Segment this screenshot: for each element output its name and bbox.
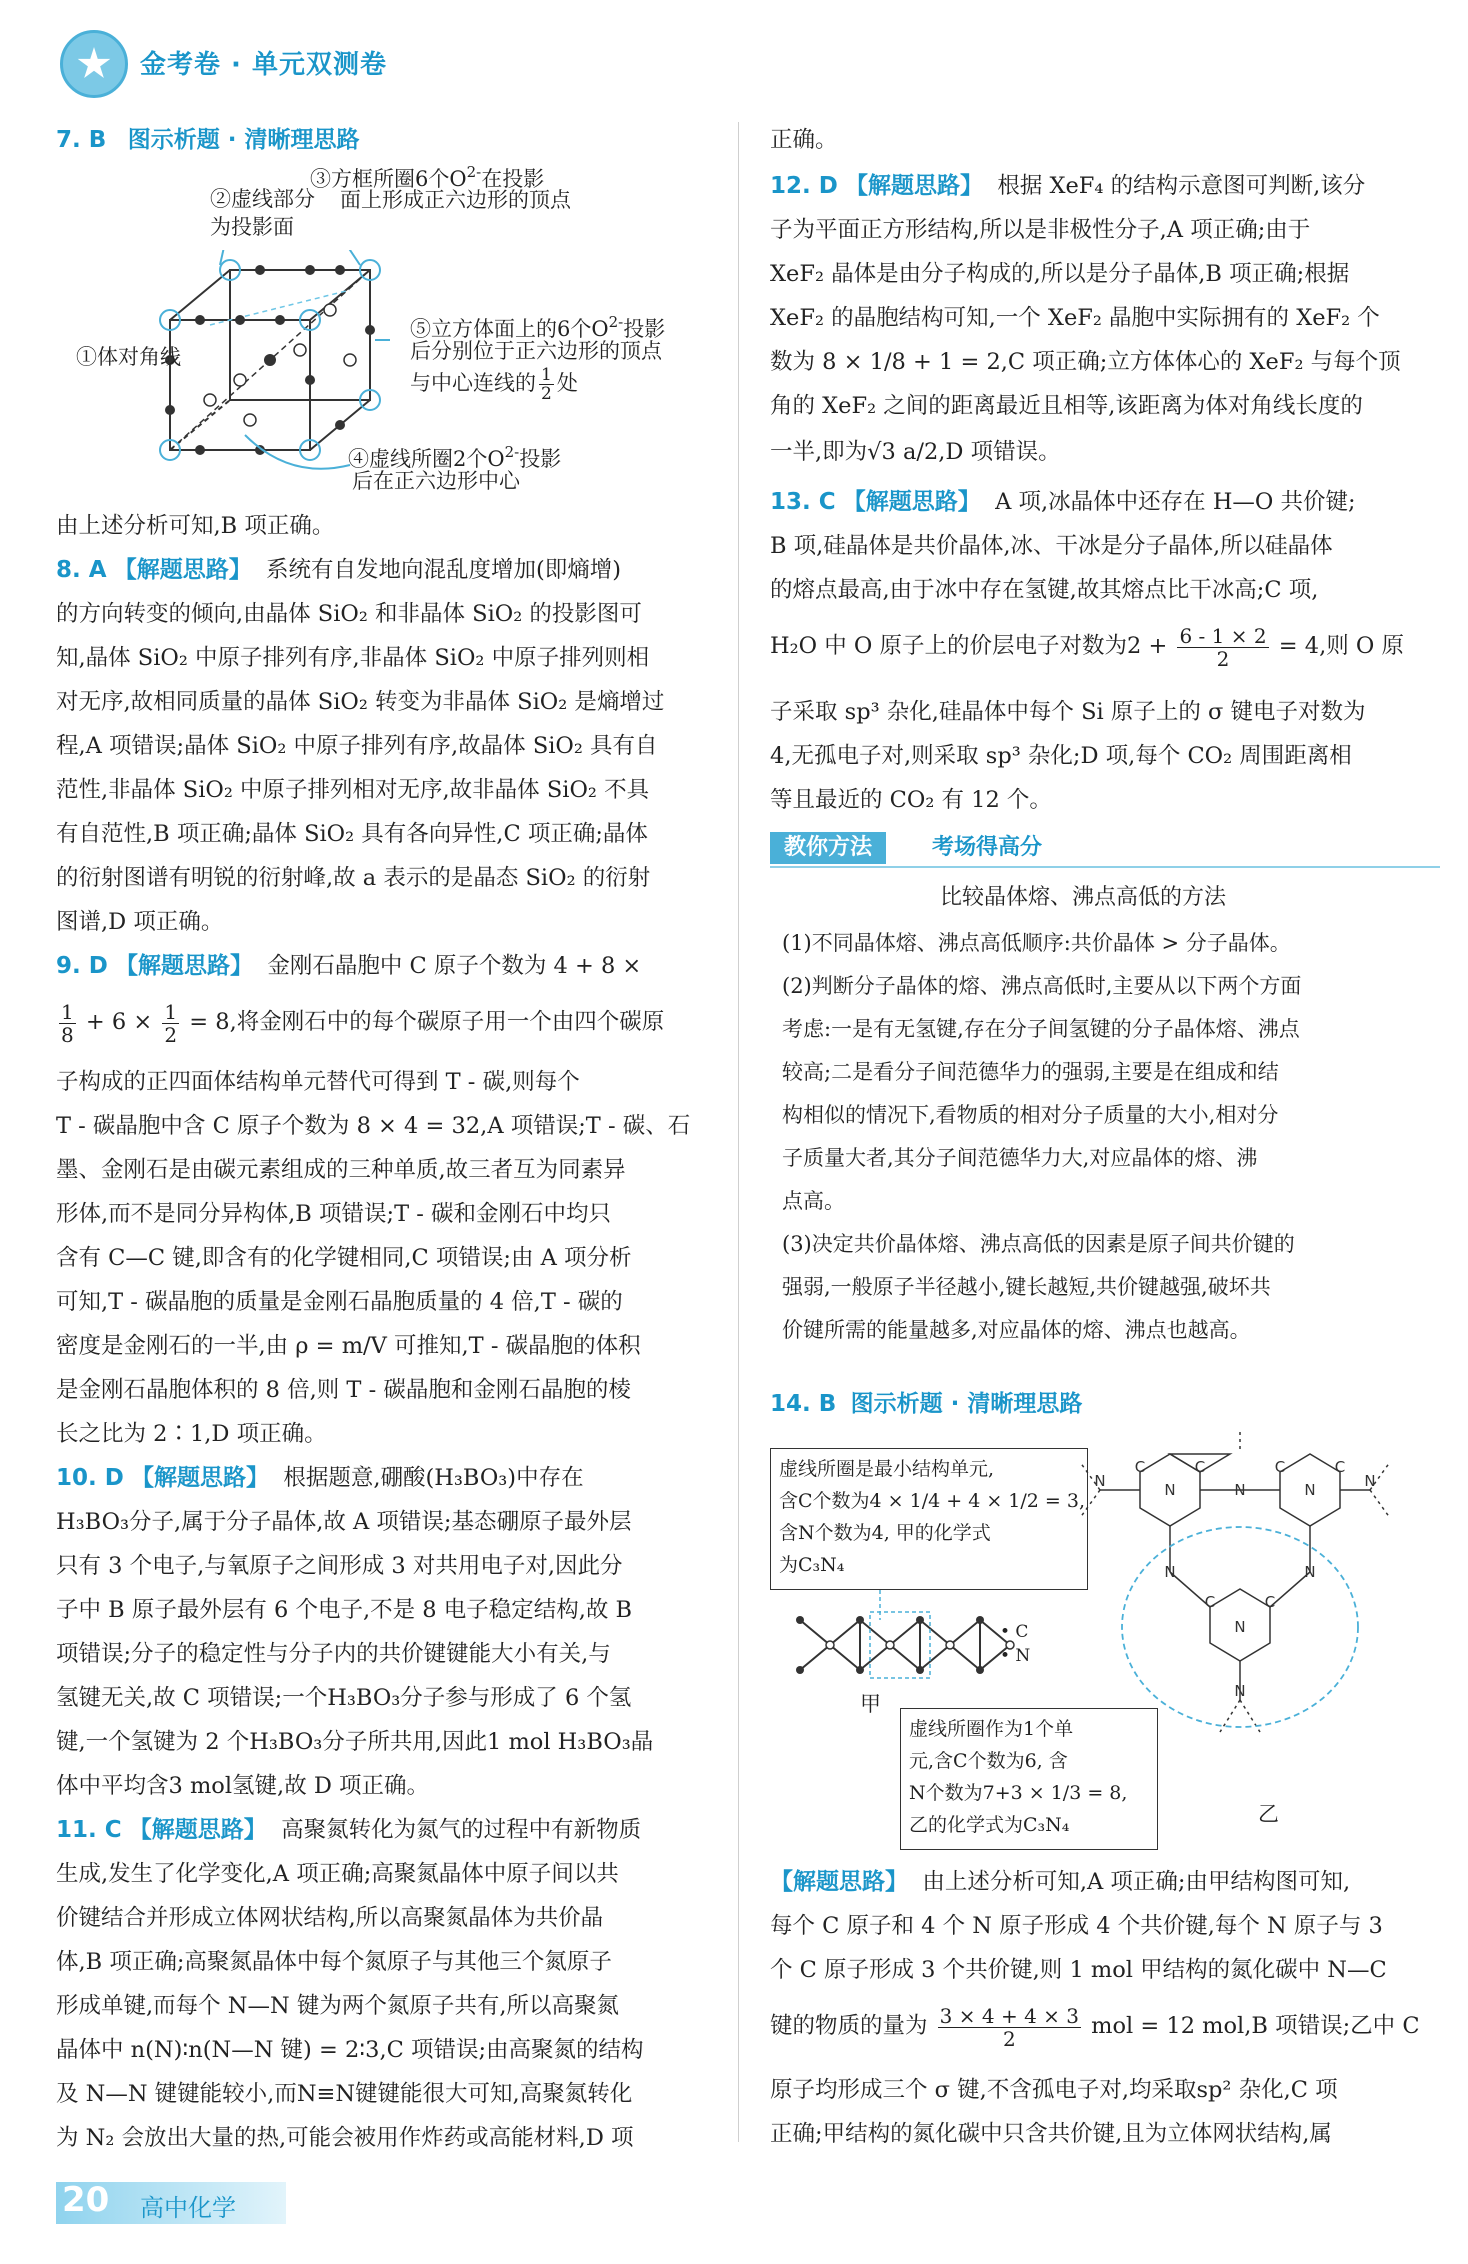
q7-annotation-3a: ③方框所圈6个$O^{2-}$在投影 xyxy=(310,163,545,191)
q7-annotation-1: ①体对角线 xyxy=(76,345,181,369)
q9-line-9: 是金刚石晶胞体积的 8 倍,则 T - 碳晶胞和金刚石晶胞的棱 xyxy=(56,1377,631,1403)
atom-n: N xyxy=(1304,1481,1316,1499)
method-line-5: 子质量大者,其分子间范德华力大,对应晶体的熔、沸 xyxy=(782,1146,1258,1170)
method-line-6: 点高。 xyxy=(782,1189,845,1213)
method-tag: 教你方法 xyxy=(770,832,886,864)
q8-line-4: 程,A 项错误;晶体 SiO₂ 中原子排列有序,故晶体 SiO₂ 具有自 xyxy=(56,733,658,759)
q11-line-5: 晶体中 n(N)∶n(N—N 键) = 2∶3,C 项错误;由高聚氮的结构 xyxy=(56,2037,644,2063)
q8-line-8: 图谱,D 项正确。 xyxy=(56,909,224,935)
method-line-4: 构相似的情况下,看物质的相对分子质量的大小,相对分 xyxy=(782,1103,1279,1127)
q7-annotation-5a: ⑤立方体面上的6个$O^{2-}$投影 xyxy=(410,313,666,341)
method-line-7: (3)决定共价晶体熔、沸点高低的因素是原子间共价键的 xyxy=(782,1232,1295,1256)
q8-line-2: 知,晶体 SiO₂ 中原子排列有序,非晶体 SiO₂ 中原子排列则相 xyxy=(56,645,650,671)
atom-c: C xyxy=(1194,1458,1206,1476)
label-jia: 甲 xyxy=(860,1692,881,1716)
method-line-0: (1)不同晶体熔、沸点高低顺序:共价晶体 > 分子晶体。 xyxy=(782,931,1291,955)
q7-annotation-5b: 后分别位于正六边形的顶点 xyxy=(410,339,662,363)
q8-line-1: 的方向转变的倾向,由晶体 SiO₂ 和非晶体 SiO₂ 的投影图可 xyxy=(56,601,642,627)
q14-box-yi: 虚线所圈作为1个单 元,含C个数为6, 含 N个数为7+3 × 1/3 = 8, 乙的化学式为C₃N₄ xyxy=(900,1708,1158,1850)
q10-line-2: 只有 3 个电子,与氧原子之间形成 3 对共用电子对,因此分 xyxy=(56,1553,623,1579)
q14-heading: 14. B 图示析题 · 清晰理思路 xyxy=(770,1391,1083,1417)
atom-n: N xyxy=(1094,1472,1106,1490)
q7-tag: 图示析题 · 清晰理思路 xyxy=(127,127,360,153)
q11-line-1: 生成,发生了化学变化,A 项正确;高聚氮晶体中原子间以共 xyxy=(56,1861,619,1887)
q9-line-0: 9. D 【解题思路】 金刚石晶胞中 C 原子个数为 4 + 8 × xyxy=(56,953,642,979)
legend-n: • N xyxy=(1000,1646,1031,1666)
atom-n: N xyxy=(1234,1481,1246,1499)
q14-line-3: 键的物质的量为 $\frac{3 \times 4 + 4 \times 3}{2}$ mol = 12 mol,B 项错误;乙中 C xyxy=(770,2003,1420,2051)
q7-annotation-2b: 为投影面 xyxy=(210,215,294,239)
column-divider xyxy=(738,122,739,2142)
method-subtitle: 考场得高分 xyxy=(932,835,1043,860)
q7-heading xyxy=(56,118,360,162)
q10-line-6: 键,一个氢键为 2 个H₃BO₃分子所共用,因此1 mol H₃BO₃晶 xyxy=(56,1729,654,1755)
atom-n: N xyxy=(1234,1682,1246,1700)
q8-line-3: 对无序,故相同质量的晶体 SiO₂ 转变为非晶体 SiO₂ 是熵增过 xyxy=(56,689,665,715)
q14-box-jia: 虚线所圈是最小结构单元, 含C个数为4 × 1/4 + 4 × 1/2 = 3, 含N个数为4, 甲的化学式 为C₃N₄ xyxy=(770,1448,1088,1590)
q7-annotation-5c: 与中心连线的 $\frac{1}{2}$ 处 xyxy=(410,365,578,404)
method-box-header xyxy=(770,832,1440,868)
q9-line-1: $\frac{1}{8}$ + 6 × $\frac{1}{2}$ = 8,将金刚石中的每个碳原子用一个由四个碳原 xyxy=(61,999,665,1047)
q11-line-7: 为 N₂ 会放出大量的热,可能会被用作炸药或高能材料,D 项 xyxy=(56,2125,634,2151)
q7-annotation-3b: 面上形成正六边形的顶点 xyxy=(340,188,571,212)
q11-line-3: 体,B 项正确;高聚氮晶体中每个氮原子与其他三个氮原子 xyxy=(56,1949,612,1975)
q9-line-2: 子构成的正四面体结构单元替代可得到 T - 碳,则每个 xyxy=(56,1069,580,1095)
q13-line-2: 的熔点最高,由于冰中存在氢键,故其熔点比干冰高;C 项, xyxy=(770,577,1319,603)
atom-n: N xyxy=(1364,1472,1376,1490)
q11-line-0: 11. C 【解题思路】 高聚氮转化为氮气的过程中有新物质 xyxy=(56,1817,642,1843)
method-line-1: (2)判断分子晶体的熔、沸点高低时,主要从以下两个方面 xyxy=(782,974,1302,998)
brand-logo-icon xyxy=(60,30,128,98)
footer-subject: 高中化学 xyxy=(140,2194,236,2222)
q9-line-7: 可知,T - 碳晶胞的质量是金刚石晶胞质量的 4 倍,T - 碳的 xyxy=(56,1289,623,1315)
q11-line-6: 及 N—N 键键能较小,而N≡N键键能很大可知,高聚氮转化 xyxy=(56,2081,633,2107)
label-yi: 乙 xyxy=(1258,1802,1279,1826)
q10-line-7: 体中平均含3 mol氢键,故 D 项正确。 xyxy=(56,1773,430,1799)
q13-line-5: 4,无孤电子对,则采取 sp³ 杂化;D 项,每个 CO₂ 周围距离相 xyxy=(770,743,1352,769)
q9-line-10: 长之比为 2∶1,D 项正确。 xyxy=(56,1421,327,1447)
method-line-2: 考虑:一是有无氢键,存在分子间氢键的分子晶体熔、沸点 xyxy=(782,1017,1300,1041)
q7-annotation-2a: ②虚线部分 xyxy=(210,187,315,211)
q9-line-3: T - 碳晶胞中含 C 原子个数为 8 × 4 = 32,A 项错误;T - 碳、石 xyxy=(56,1113,691,1139)
atom-c: C xyxy=(1264,1593,1276,1611)
method-line-3: 较高;二是看分子间范德华力的强弱,主要是在组成和结 xyxy=(782,1060,1279,1084)
q14-line-2: 个 C 原子形成 3 个共价键,则 1 mol 甲结构的氮化碳中 N—C xyxy=(770,1957,1387,1983)
atom-c: C xyxy=(1334,1458,1346,1476)
q14-line-0: 【解题思路】 由上述分析可知,A 项正确;由甲结构图可知, xyxy=(770,1869,1351,1895)
q7-number: 7. B xyxy=(56,127,107,153)
q10-line-1: H₃BO₃分子,属于分子晶体,故 A 项错误;基态硼原子最外层 xyxy=(56,1509,632,1535)
atom-n: N xyxy=(1164,1481,1176,1499)
method-title: 比较晶体熔、沸点高低的方法 xyxy=(940,885,1227,910)
q12-line-0: 12. D 【解题思路】 根据 XeF₄ 的结构示意图可判断,该分 xyxy=(770,173,1366,199)
q7-conclusion: 由上述分析可知,B 项正确。 xyxy=(56,513,335,539)
atom-c: C xyxy=(1274,1458,1286,1476)
q9-line-5: 形体,而不是同分异构体,B 项错误;T - 碳和金刚石中均只 xyxy=(56,1201,611,1227)
q9-line-4: 墨、金刚石是由碳元素组成的三种单质,故三者互为同素异 xyxy=(56,1157,626,1183)
q12-line-1: 子为平面正方形结构,所以是非极性分子,A 项正确;由于 xyxy=(770,217,1311,243)
q14-line-5: 正确;甲结构的氮化碳中只含共价键,且为立体网状结构,属 xyxy=(770,2121,1332,2147)
q10-line-0: 10. D 【解题思路】 根据题意,硼酸(H₃BO₃)中存在 xyxy=(56,1465,584,1491)
q13-line-4: 子采取 sp³ 杂化,硅晶体中每个 Si 原子上的 σ 键电子对数为 xyxy=(770,699,1366,725)
method-line-8: 强弱,一般原子半径越小,键长越短,共价键越强,破坏共 xyxy=(782,1275,1271,1299)
q13-line-1: B 项,硅晶体是共价晶体,冰、干冰是分子晶体,所以硅晶体 xyxy=(770,533,1333,559)
q11-line-4: 形成单键,而每个 N—N 键为两个氮原子共有,所以高聚氮 xyxy=(56,1993,619,2019)
q11-line-2: 价键结合并形成立体网状结构,所以高聚氮晶体为共价晶 xyxy=(56,1905,604,1931)
q12-line-4: 数为 8 × 1/8 + 1 = 2,C 项正确;立方体体心的 XeF₂ 与每个顶 xyxy=(770,349,1401,375)
q12-line-2: XeF₂ 晶体是由分子构成的,所以是分子晶体,B 项正确;根据 xyxy=(770,261,1350,287)
q8-line-7: 的衍射图谱有明锐的衍射峰,故 a 表示的是晶态 SiO₂ 的衍射 xyxy=(56,865,651,891)
atom-n: N xyxy=(1164,1563,1176,1581)
q10-line-3: 子中 B 原子最外层有 6 个电子,不是 8 电子稳定结构,故 B xyxy=(56,1597,633,1623)
q9-line-6: 含有 C—C 键,即含有的化学键相同,C 项错误;由 A 项分析 xyxy=(56,1245,632,1271)
q7-annotation-4b: 后在正六边形中心 xyxy=(352,469,520,493)
q13-line-6: 等且最近的 CO₂ 有 12 个。 xyxy=(770,787,1052,813)
q8-line-6: 有自范性,B 项正确;晶体 SiO₂ 具有各向异性,C 项正确;晶体 xyxy=(56,821,648,847)
q10-line-4: 项错误;分子的稳定性与分子内的共价键键能大小有关,与 xyxy=(56,1641,611,1667)
legend-c: • C xyxy=(1000,1622,1029,1642)
q14-line-1: 每个 C 原子和 4 个 N 原子形成 4 个共价键,每个 N 原子与 3 xyxy=(770,1913,1383,1939)
atom-n: N xyxy=(1304,1563,1316,1581)
q11-continuation: 正确。 xyxy=(770,127,838,153)
q8-line-0: 8. A 【解题思路】 系统有自发地向混乱度增加(即熵增) xyxy=(56,557,622,583)
method-line-9: 价键所需的能量越多,对应晶体的熔、沸点也越高。 xyxy=(782,1318,1251,1342)
header-title: 金考卷 · 单元双测卷 xyxy=(140,50,387,80)
q8-line-5: 范性,非晶体 SiO₂ 中原子排列相对无序,故非晶体 SiO₂ 不具 xyxy=(56,777,650,803)
q12-line-3: XeF₂ 的晶胞结构可知,一个 XeF₂ 晶胞中实际拥有的 XeF₂ 个 xyxy=(770,305,1380,331)
atom-c: C xyxy=(1204,1593,1216,1611)
atom-n: N xyxy=(1234,1618,1246,1636)
q12-line-6: 一半,即为√3 a/2,D 项错误。 xyxy=(770,439,1061,465)
q12-line-5: 角的 XeF₂ 之间的距离最近且相等,该距离为体对角线长度的 xyxy=(770,393,1363,419)
q13-line-3: H₂O 中 O 原子上的价层电子对数为2 + $\frac{6 - 1 \times 2}{2}$ = 4,则 O 原 xyxy=(770,623,1404,671)
page-header xyxy=(0,0,1468,118)
q9-line-8: 密度是金刚石的一半,由 ρ = m/V 可推知,T - 碳晶胞的体积 xyxy=(56,1333,641,1359)
q13-line-0: 13. C 【解题思路】 A 项,冰晶体中还存在 H—O 共价键; xyxy=(770,489,1356,515)
q10-line-5: 氢键无关,故 C 项错误;一个H₃BO₃分子参与形成了 6 个氢 xyxy=(56,1685,632,1711)
q7-annotation-4a: ④虚线所圈2个$O^{2-}$投影 xyxy=(348,443,562,471)
atom-c: C xyxy=(1134,1458,1146,1476)
q14-line-4: 原子均形成三个 σ 键,不含孤电子对,均采取sp² 杂化,C 项 xyxy=(770,2077,1338,2103)
page-number: 20 xyxy=(62,2180,110,2220)
